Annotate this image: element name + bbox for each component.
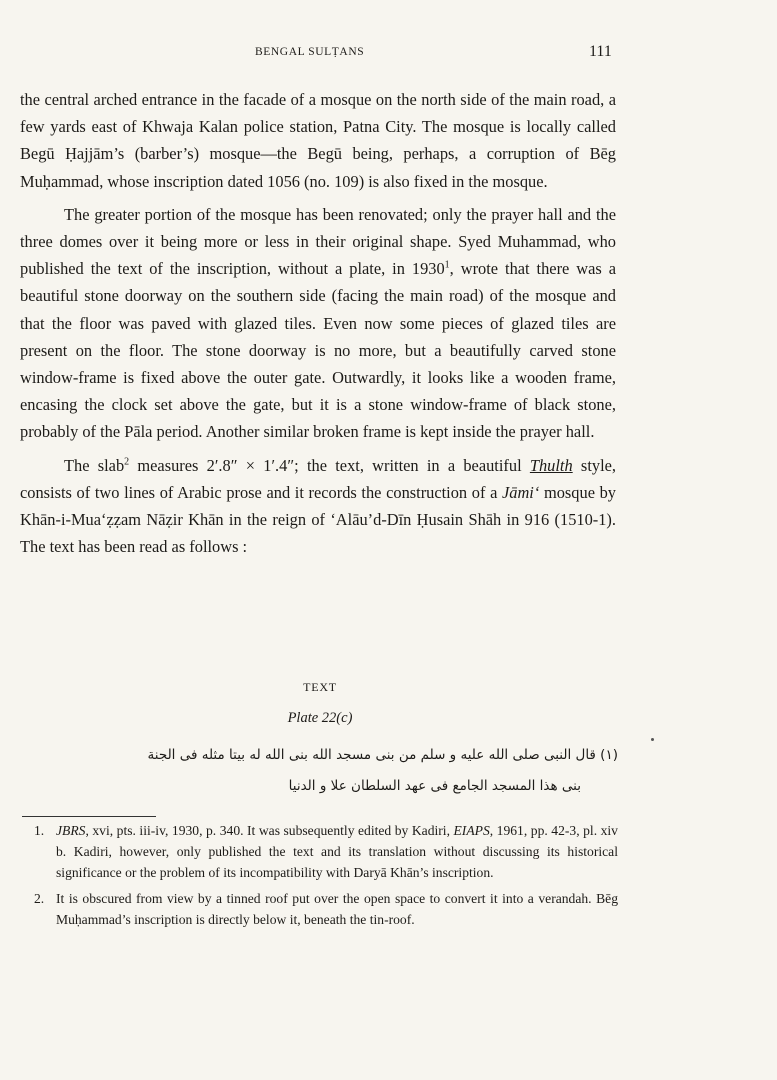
footnote-ref-2: 2 xyxy=(124,456,130,468)
running-title: BENGAL SULṬANS xyxy=(255,46,365,58)
footnote-2-text: It is obscured from view by a tinned roof put over the open space to convert it into a verandah. Bēg Muḥammad’s inscription is directly below it, beneath the tin-roof. xyxy=(56,891,618,927)
plate-label: Plate 22(c) xyxy=(287,710,353,726)
running-head xyxy=(0,43,777,66)
paragraph-1: the central arched entrance in the facade of a mosque on the north side of the main road, a few yards east of Khwaja Kalan police station, Patna City. The mosque is locally called Begū Ḥajjām’s (barber’s) mosque—the Begū being, perhaps, a corruption of Bēg Muḥammad, whose inscription dated 1056 (no. 109) is also fixed in the mosque. xyxy=(20,90,616,191)
arabic-line-1: (١) قال النبى صلى الله عليه و سلم من بنى مسجد الله بنى الله له بيتا مثله فى الجنة xyxy=(147,747,618,763)
footnote-1 xyxy=(34,820,618,883)
eiaps-abbrev: EIAPS xyxy=(453,823,490,838)
text-heading: TEXT xyxy=(303,680,337,694)
arabic-line-2: بنى هذا المسجد الجامع فى عهد السلطان علا و الدنيا xyxy=(288,778,581,794)
paragraph-3-part-c: mosque by Khān-i-Mua‘ẓẓam Nāẓir Khān in the reign of ‘Alāu’d-Dīn Ḥusain Shāh in 916 (1510-1). The text has been read as follows : xyxy=(20,482,617,557)
paragraph-3-part-b: style, consists of two lines of Arabic prose and it records the construction of a xyxy=(20,455,616,502)
margin-speck xyxy=(651,738,654,741)
footnote-ref-1: 1 xyxy=(444,259,450,271)
footnote-number: 1. xyxy=(34,823,45,838)
jbrs-abbrev: JBRS xyxy=(56,823,86,838)
footnote-1-text-a: , xvi, pts. iii-iv, 1930, p. 340. It was subsequently edited by Kadiri, xyxy=(85,823,454,838)
page-number: 111 xyxy=(589,43,612,60)
paragraph-2 xyxy=(20,201,616,446)
body-text xyxy=(20,86,616,566)
footnote-divider xyxy=(22,816,156,817)
jami-term: Jāmi‘ xyxy=(502,482,540,502)
footnote-1-text-b: , 1961, pp. 42-3, pl. xiv b. Kadiri, however, only published the text and its translation without discussing its historical significance or the problem of its incompatibility with Daryā Khān’s inscription. xyxy=(56,823,618,880)
footnotes xyxy=(34,820,618,935)
thulth-term: Thulth xyxy=(529,455,573,475)
footnote-2 xyxy=(34,888,618,930)
paragraph-3-start: The slab xyxy=(64,455,125,475)
footnote-number: 2. xyxy=(34,891,45,906)
paragraph-2-rest: , wrote that there was a beautiful stone doorway on the southern side (facing the main road) of the mosque and that the floor was paved with glazed tiles. Even now some pieces of glazed tiles are present on the floor. The stone doorway is no more, but a beautifully carved stone window-frame is fixed above the outer gate. Outwardly, it looks like a wooden frame, encasing the clock set above the gate, but it is a stone window-frame of black stone, probably of the Pāla period. Another similar broken frame is kept inside the prayer hall. xyxy=(20,259,616,442)
paragraph-2-start: The greater portion of the mosque has been renovated; only the prayer hall and the three domes over it being more or less in their original shape. Syed Muhammad, who published the text of the inscription, without a plate, in 1930 xyxy=(20,204,616,279)
paragraph-3-part-a: measures 2′.8″ × 1′.4″; the text, written in a beautiful xyxy=(129,455,530,475)
paragraph-3 xyxy=(20,452,616,561)
